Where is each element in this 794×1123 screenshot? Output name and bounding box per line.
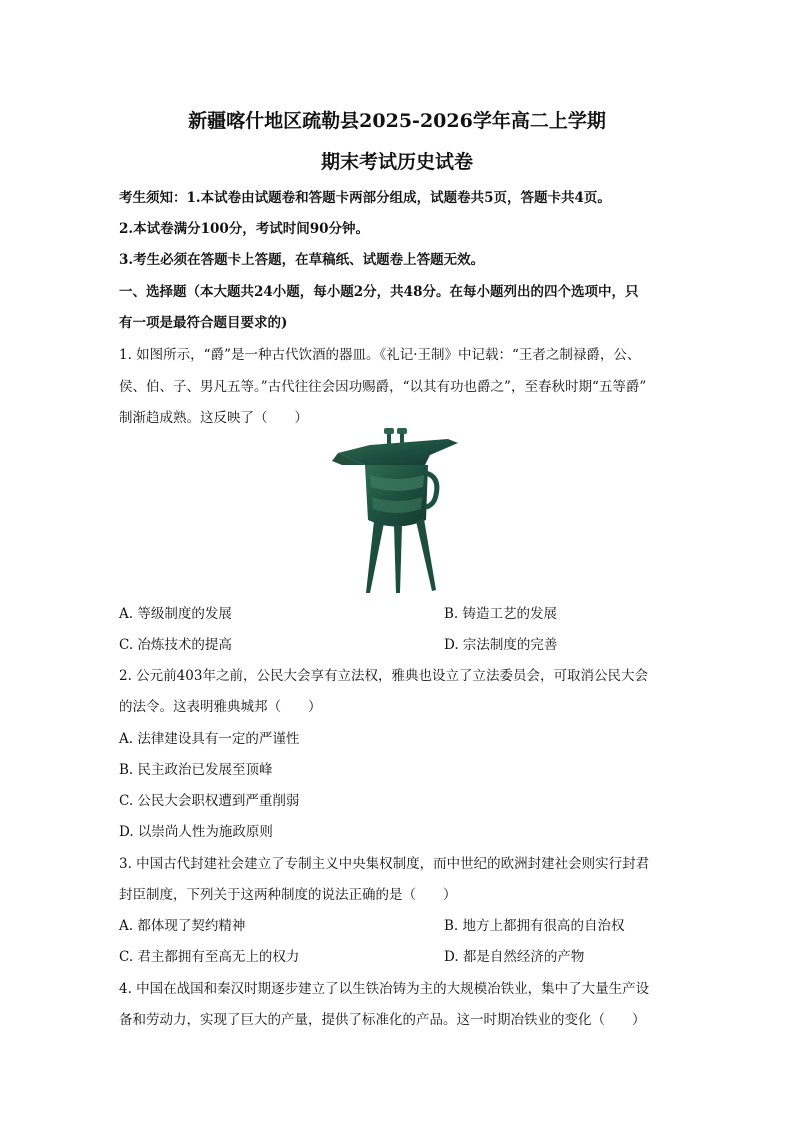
question-1-option-c[interactable]: C. 冶炼技术的提高 <box>119 637 232 653</box>
question-1-line-1: 1. 如图所示，“爵”是一种古代饮酒的器皿。《礼记·王制》中记载：“王者之制禄爵，公、 <box>119 347 641 363</box>
question-1-line-3: 制渐趋成熟。这反映了（ ） <box>119 410 308 426</box>
question-2-option-c[interactable]: C. 公民大会职权遭到严重削弱 <box>119 793 300 809</box>
bronze-jue-vessel-image <box>330 425 465 595</box>
question-1-line-2: 侯、伯、子、男凡五等。”古代往往会因功赐爵，“以其有功也爵之”，至春秋时期“五等爵” <box>119 379 647 395</box>
question-3-option-c[interactable]: C. 君主都拥有至高无上的权力 <box>119 949 300 965</box>
question-2-line-1: 2. 公元前403年之前，公民大会享有立法权，雅典也设立了立法委员会，可取消公民大会 <box>119 668 648 684</box>
page-title-line-1: 新疆喀什地区疏勒县2025-2026学年高二上学期 <box>188 110 606 132</box>
question-4-line-2: 备和劳动力，实现了巨大的产量，提供了标准化的产品。这一时期冶铁业的变化（ ） <box>119 1012 646 1028</box>
instruction-line-1: 考生须知：1.本试卷由试题卷和答题卡两部分组成，试题卷共5页，答题卡共4页。 <box>119 190 611 206</box>
instruction-line-2: 2.本试卷满分100分，考试时间90分钟。 <box>119 221 370 237</box>
question-1-option-a[interactable]: A. 等级制度的发展 <box>119 606 232 622</box>
section-heading-line-1: 一、选择题（本大题共24小题，每小题2分，共48分。在每小题列出的四个选项中，只 <box>119 284 639 300</box>
question-2-option-d[interactable]: D. 以崇尚人性为施政原则 <box>119 824 273 840</box>
question-1-option-d[interactable]: D. 宗法制度的完善 <box>444 637 558 653</box>
question-2-line-2: 的法令。这表明雅典城邦（ ） <box>119 699 322 715</box>
question-3-line-2: 封臣制度，下列关于这两种制度的说法正确的是（ ） <box>119 887 457 903</box>
question-2-option-b[interactable]: B. 民主政治已发展至顶峰 <box>119 762 273 778</box>
question-4-line-1: 4. 中国在战国和秦汉时期逐步建立了以生铁冶铸为主的大规模冶铁业，集中了大量生产设 <box>119 981 650 997</box>
question-3-line-1: 3. 中国古代封建社会建立了专制主义中央集权制度，而中世纪的欧洲封建社会则实行封君 <box>119 856 650 872</box>
instruction-line-3: 3.考生必须在答题卡上答题，在草稿纸、试题卷上答题无效。 <box>119 252 485 268</box>
section-heading-line-2: 有一项是最符合题目要求的) <box>119 315 288 331</box>
question-3-option-a[interactable]: A. 都体现了契约精神 <box>119 918 246 934</box>
question-3-option-b[interactable]: B. 地方上都拥有很高的自治权 <box>444 918 625 934</box>
question-1-option-b[interactable]: B. 铸造工艺的发展 <box>444 606 558 622</box>
question-3-option-d[interactable]: D. 都是自然经济的产物 <box>444 949 585 965</box>
question-2-option-a[interactable]: A. 法律建设具有一定的严谨性 <box>119 731 300 747</box>
page-title-line-2: 期末考试历史试卷 <box>320 151 473 173</box>
